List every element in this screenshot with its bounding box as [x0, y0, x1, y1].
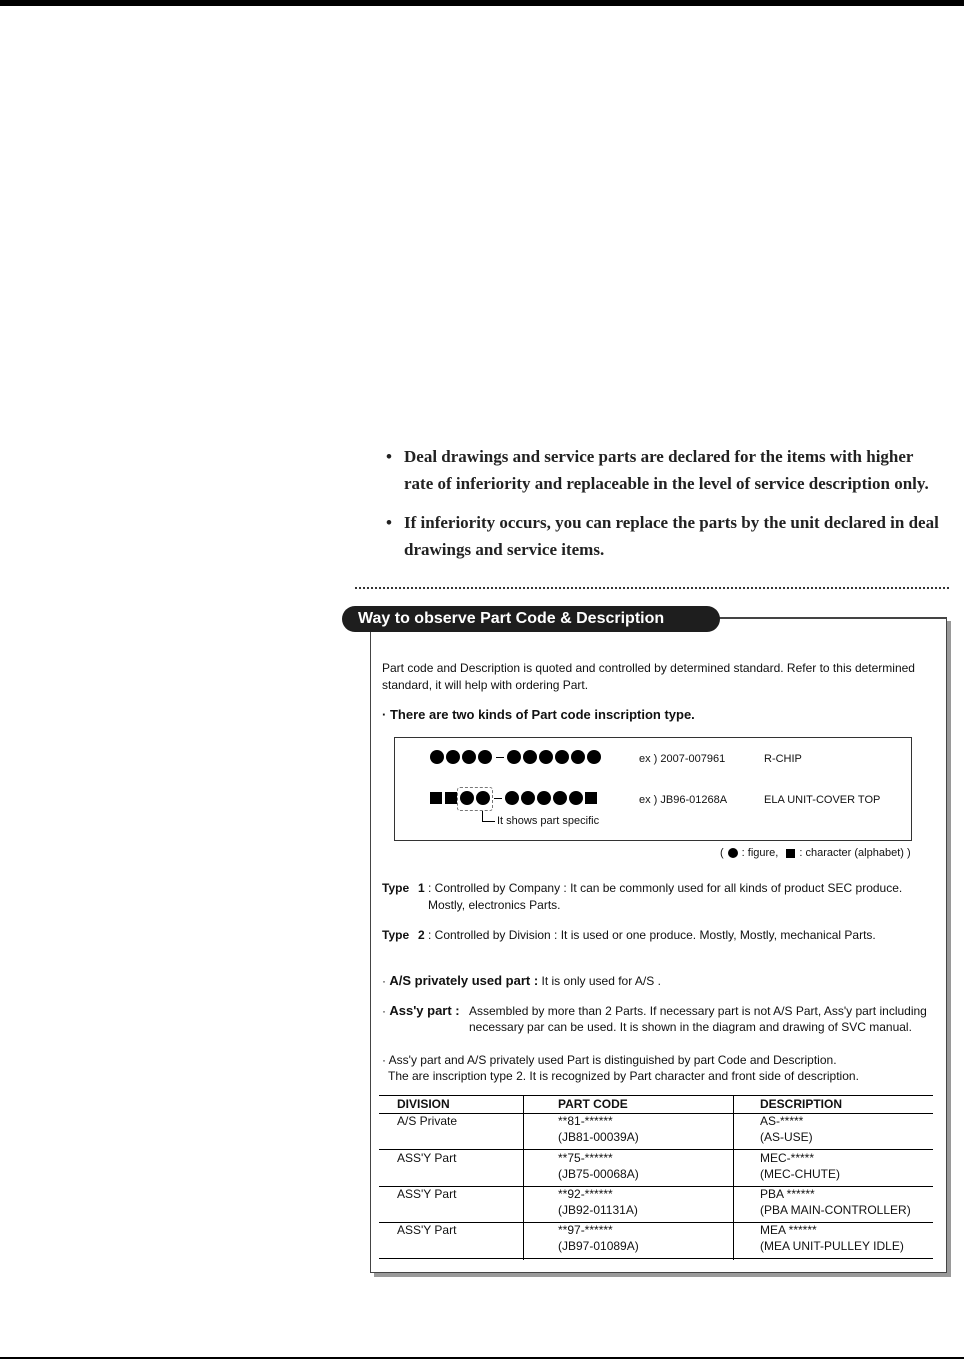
bullet-item: • Deal drawings and service parts are declared for the items with higher rate of inferiority and replaceable in the level of service description only.	[386, 447, 929, 493]
type-1: Type 1 : Controlled by Company : It can be commonly used for all kinds of product SEC produce. Mostly, electronics Parts.	[382, 881, 903, 912]
kinds-heading: · There are two kinds of Part code inscription type.	[382, 707, 695, 722]
table-row: ASS'Y Part **75-****** (JB75-00068A) MEC-***** (MEC-CHUTE)	[379, 1150, 933, 1187]
column-divider	[733, 1095, 734, 1260]
leader-line	[482, 811, 495, 822]
intro-text: Part code and Description is quoted and controlled by determined standard. Refer to this determined standard, it will help with ordering Part.	[382, 661, 915, 692]
table-row: ASS'Y Part **97-****** (JB97-01089A) MEA ****** (MEA UNIT-PULLEY IDLE)	[379, 1222, 933, 1259]
specific-highlight	[457, 787, 493, 811]
table-header: DIVISION PART CODE DESCRIPTION	[379, 1095, 933, 1114]
table-row: ASS'Y Part **92-****** (JB92-01131A) PBA ****** (PBA MAIN-CONTROLLER)	[379, 1186, 933, 1223]
dotted-divider	[355, 587, 949, 589]
character-symbol	[786, 849, 795, 858]
bullet-list	[386, 443, 946, 575]
type-2: Type 2 : Controlled by Division : It is used or one produce. Mostly, Mostly, mechanical Parts.	[382, 928, 876, 942]
title-rule	[718, 618, 946, 619]
panel-title: Way to observe Part Code & Description	[342, 606, 720, 632]
column-divider	[523, 1095, 524, 1260]
code-pattern-type1	[430, 750, 603, 764]
legend: ( : figure, : character (alphabet) )	[720, 847, 911, 859]
specific-note: It shows part specific	[497, 815, 600, 827]
example-name-1: R-CHIP	[764, 753, 802, 765]
example-name-2: ELA UNIT-COVER TOP	[764, 794, 881, 806]
as-private-definition: · A/S privately used part : It is only used for A/S .	[382, 973, 661, 988]
bullet-item: • If inferiority occurs, you can replace the parts by the unit declared in deal drawings and service items.	[386, 513, 939, 559]
example-code-1: ex ) 2007-007961	[639, 753, 726, 765]
example-code-2: ex ) JB96-01268A	[639, 794, 728, 806]
figure-symbol	[728, 848, 738, 858]
distinction-note: · Ass'y part and A/S privately used Part is distinguished by part Code and Description. The are inscription type 2. It is recognized by Part character and front side of description.	[382, 1053, 859, 1083]
code-pattern-type2	[430, 791, 600, 805]
table-row: A/S Private **81-****** (JB81-00039A) AS-***** (AS-USE)	[379, 1113, 933, 1150]
top-rule	[0, 0, 964, 6]
